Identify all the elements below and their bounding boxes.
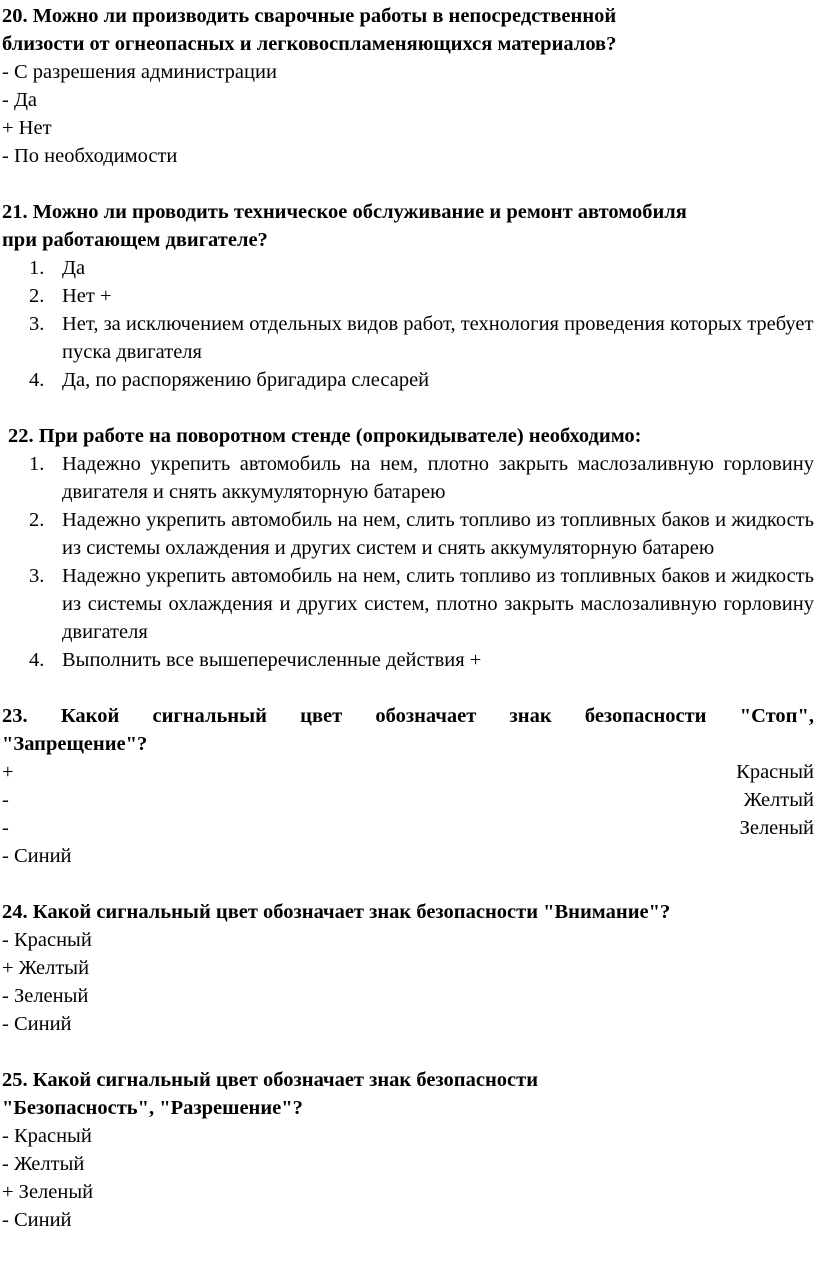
answer-option: - Желтый [2,789,814,811]
question-25 [2,1066,814,1234]
document-page [2,2,814,1234]
question-title: 25. Какой сигнальный цвет обозначает знак безопасности [2,1069,539,1091]
answer-option: - С разрешения администрации [2,61,277,83]
answer-option: - Красный [2,1125,92,1147]
answer-option: 3. Надежно укрепить автомобиль на нем, слить топливо из топливных баков и жидкость из системы охлаждения и других систем, плотно закрыть маслозаливную горловину двигателя [29,565,814,643]
answer-option: 4. Да, по распоряжению бригадира слесарей [29,369,430,391]
answer-option: 3. Нет, за исключением отдельных видов работ, технология проведения которых требует пуска двигателя [29,313,814,363]
question-title: 23. Какой сигнальный цвет обозначает знак безопасности "Стоп", [2,705,814,727]
answer-option: - По необходимости [2,145,178,167]
answer-option: - Зеленый [2,817,814,839]
answer-option: + Желтый [2,957,90,979]
answer-option: - Красный [2,929,92,951]
answer-option: 1. Надежно укрепить автомобиль на нем, плотно закрыть маслозаливную горловину двигателя и снять аккумуляторную батарею [29,453,814,503]
question-21 [2,198,814,394]
question-title: 22. При работе на поворотном стенде (опрокидывателе) необходимо: [8,425,642,447]
answer-option: - Синий [2,1013,72,1035]
answer-list [2,254,814,394]
answer-option: 2. Надежно укрепить автомобиль на нем, слить топливо из топливных баков и жидкость из системы охлаждения и других систем и снять аккумуляторную батарею [29,509,814,559]
question-title: 20. Можно ли производить сварочные работы в непосредственной [2,5,617,27]
question-22 [2,422,814,674]
question-title: близости от огнеопасных и легковоспламеняющихся материалов? [2,33,617,55]
question-title: 21. Можно ли проводить техническое обслуживание и ремонт автомобиля [2,201,687,223]
question-23 [2,702,814,870]
answer-option: - Да [2,89,38,111]
answer-option: + Зеленый [2,1181,94,1203]
question-title: при работающем двигателе? [2,229,268,251]
question-24 [2,898,814,1038]
answer-option: + Красный [2,761,814,783]
answer-option: 4. Выполнить все вышеперечисленные действия + [29,649,482,671]
answer-option: - Желтый [2,1153,85,1175]
question-20 [2,2,814,170]
answer-option: + Нет [2,117,52,139]
answer-option: - Синий [2,1209,72,1231]
answer-option: - Зеленый [2,985,89,1007]
answer-option: 1. Да [29,257,86,279]
answer-option: - Синий [2,845,72,867]
question-title: "Безопасность", "Разрешение"? [2,1097,303,1119]
question-title: "Запрещение"? [2,733,148,755]
question-title: 24. Какой сигнальный цвет обозначает знак безопасности "Внимание"? [2,901,671,923]
answer-option: 2. Нет + [29,285,112,307]
answer-list [2,450,814,674]
